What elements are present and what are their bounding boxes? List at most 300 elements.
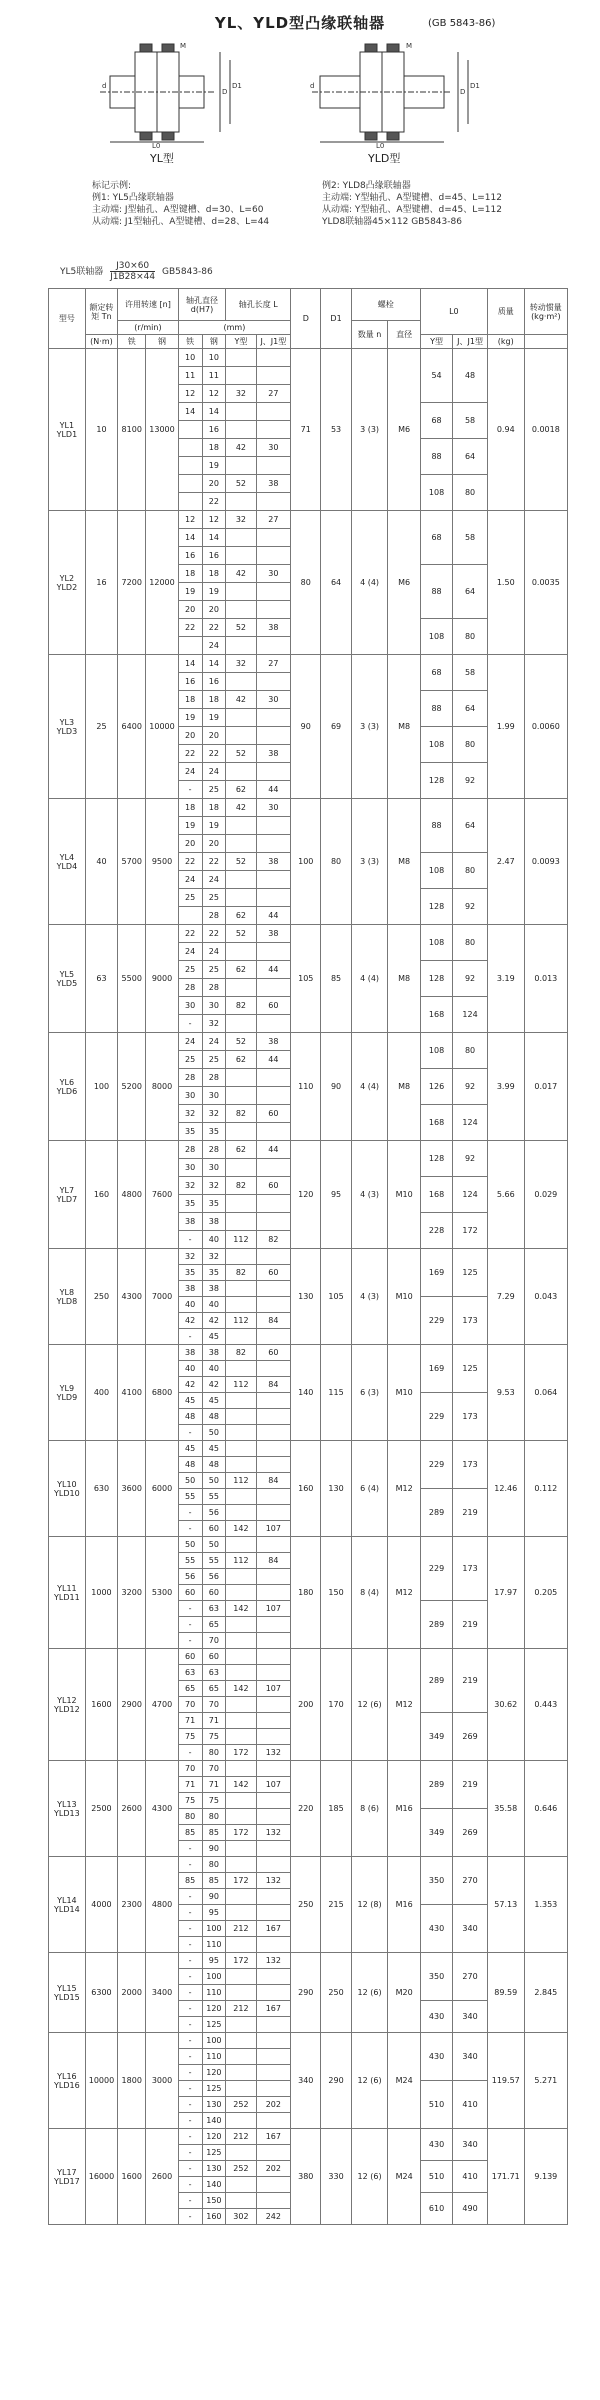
cell-L0-j: 58 [453,511,488,565]
cell-bore-steel: 22 [202,925,226,943]
cell-L0-j: 410 [453,2161,488,2193]
cell-length-y: 252 [226,2161,256,2177]
cell-bore-steel: 14 [202,529,226,547]
cell-L0-y: 128 [420,889,452,925]
cell-bore-iron: 63 [178,1665,202,1681]
svg-text:D1: D1 [470,82,480,90]
yld-coupling-drawing [300,38,500,148]
cell-length-y [226,871,256,889]
cell-length-j: 167 [256,2129,291,2145]
header-speed: 许用转速 [n] [118,289,179,321]
cell-length-j: 107 [256,1521,291,1537]
cell-L0-y: 289 [420,1649,452,1713]
cell-length-y [226,1905,256,1921]
cell-length-j [256,1123,291,1141]
cell-mass: 9.53 [487,1345,524,1441]
cell-D1: 105 [321,1249,351,1345]
cell-bore-iron: - [178,1921,202,1937]
cell-bore-steel: 90 [202,1889,226,1905]
cell-bore-iron: - [178,2017,202,2033]
cell-bore-steel: 12 [202,385,226,403]
cell-bore-steel: 25 [202,961,226,979]
cell-L0-y: 108 [420,1033,452,1069]
cell-length-j [256,1713,291,1729]
cell-bore-steel: 28 [202,1069,226,1087]
cell-length-y: 112 [226,1553,256,1569]
header-y-type: Y型 [226,335,256,349]
cell-bore-steel: 20 [202,727,226,745]
cell-steel: 10000 [146,655,178,799]
cell-L0-y: 289 [420,1489,452,1537]
cell-bore-steel: 90 [202,1841,226,1857]
cell-length-j [256,1905,291,1921]
cell-bore-steel: 28 [202,907,226,925]
svg-text:M: M [180,42,187,50]
cell-length-y: 82 [226,1265,256,1281]
cell-bore-steel: 22 [202,745,226,763]
header-bore-iron: 铁 [178,335,202,349]
cell-length-y: 62 [226,961,256,979]
cell-length-j [256,1857,291,1873]
cell-length-y [226,403,256,421]
cell-bolt-dia: M12 [388,1441,420,1537]
cell-length-y: 52 [226,619,256,637]
cell-length-y: 252 [226,2097,256,2113]
cell-bolt-dia: M10 [388,1141,420,1249]
cell-D: 200 [291,1649,321,1761]
cell-L0-j: 410 [453,2081,488,2129]
cell-L0-j: 219 [453,1601,488,1649]
cell-bolt-n: 4 (3) [351,1141,388,1249]
cell-length-y: 52 [226,925,256,943]
cell-steel: 9000 [146,925,178,1033]
header-iron: 铁 [118,335,146,349]
cell-bore-iron: 42 [178,1313,202,1329]
cell-bore-iron: - [178,1617,202,1633]
cell-iron: 1600 [118,2129,146,2225]
cell-bore-iron [178,439,202,457]
cell-length-j [256,2033,291,2049]
cell-L0-j: 64 [453,691,488,727]
cell-length-y: 62 [226,907,256,925]
cell-inertia: 0.0093 [524,799,567,925]
cell-bore-steel: 40 [202,1231,226,1249]
cell-length-j [256,1793,291,1809]
cell-bolt-n: 8 (6) [351,1761,388,1857]
cell-D1: 64 [321,511,351,655]
cell-L0-j: 80 [453,853,488,889]
cell-mass: 12.46 [487,1441,524,1537]
cell-model: YL15 YLD15 [49,1953,86,2033]
cell-length-y: 142 [226,1777,256,1793]
header-mass: 质量 [487,289,524,335]
cell-bore-iron: - [178,1329,202,1345]
cell-L0-j: 58 [453,403,488,439]
cell-bore-steel: 60 [202,1649,226,1665]
cell-iron: 8100 [118,349,146,511]
cell-inertia: 0.043 [524,1249,567,1345]
cell-bolt-dia: M24 [388,2033,420,2129]
svg-text:L0: L0 [152,142,161,148]
cell-bore-steel: 40 [202,1361,226,1377]
cell-length-y [226,1297,256,1313]
cell-length-j [256,349,291,367]
cell-bore-iron: - [178,2209,202,2225]
cell-L0-j: 490 [453,2193,488,2225]
header-bolt: 螺栓 [351,289,420,321]
cell-bore-steel: 30 [202,997,226,1015]
cell-bore-steel: 10 [202,349,226,367]
table-row [49,349,568,367]
cell-L0-y: 128 [420,763,452,799]
cell-D1: 290 [321,2033,351,2129]
header-inertia: 转动惯量 (kg·m²) [524,289,567,335]
cell-inertia: 0.017 [524,1033,567,1141]
cell-length-j [256,1697,291,1713]
cell-length-y [226,1665,256,1681]
cell-length-j [256,817,291,835]
cell-bolt-dia: M16 [388,1761,420,1857]
cell-bore-iron: - [178,1841,202,1857]
cell-D1: 250 [321,1953,351,2033]
cell-bore-iron: 85 [178,1825,202,1841]
cell-length-j [256,2065,291,2081]
cell-length-y [226,1393,256,1409]
cell-bore-steel: 22 [202,853,226,871]
cell-bore-iron: 65 [178,1681,202,1697]
cell-length-y [226,835,256,853]
cell-bore-steel: 19 [202,709,226,727]
cell-mass: 17.97 [487,1537,524,1649]
cell-bolt-dia: M12 [388,1537,420,1649]
cell-bore-iron: 38 [178,1213,202,1231]
cell-D1: 69 [321,655,351,799]
cell-bore-steel: 38 [202,1213,226,1231]
cell-bore-iron [178,637,202,655]
cell-length-j: 84 [256,1313,291,1329]
header-bolt-dia: 直径 [388,321,420,349]
cell-bore-steel: 130 [202,2097,226,2113]
cell-model: YL12 YLD12 [49,1649,86,1761]
cell-L0-j: 172 [453,1213,488,1249]
cell-bore-iron: 14 [178,403,202,421]
cell-bore-steel: 25 [202,781,226,799]
cell-length-y [226,637,256,655]
cell-L0-j: 124 [453,1105,488,1141]
cell-L0-y: 289 [420,1761,452,1809]
cell-model: YL7 YLD7 [49,1141,86,1249]
cell-length-j: 107 [256,1777,291,1793]
table-row [49,1345,568,1361]
header-steel: 钢 [146,335,178,349]
cell-length-j [256,1441,291,1457]
cell-D: 80 [291,511,321,655]
header-inertia-unit [524,335,567,349]
cell-torque: 4000 [85,1857,117,1953]
cell-inertia: 0.0035 [524,511,567,655]
header-model: 型号 [49,289,86,349]
cell-length-j: 27 [256,385,291,403]
cell-steel: 12000 [146,511,178,655]
cell-bolt-n: 4 (4) [351,925,388,1033]
cell-bore-steel: 35 [202,1195,226,1213]
cell-length-j: 60 [256,997,291,1015]
cell-L0-j: 92 [453,1141,488,1177]
cell-bore-steel: 50 [202,1537,226,1553]
table-row [49,1537,568,1553]
cell-inertia: 5.271 [524,2033,567,2129]
cell-length-y [226,601,256,619]
cell-bore-iron: 30 [178,997,202,1015]
cell-steel: 9500 [146,799,178,925]
cell-bolt-dia: M24 [388,2129,420,2225]
cell-length-y [226,1329,256,1345]
cell-length-y: 112 [226,1313,256,1329]
cell-length-j [256,1809,291,1825]
cell-bore-steel: 50 [202,1473,226,1489]
cell-length-j [256,1841,291,1857]
cell-length-y [226,1713,256,1729]
cell-L0-y: 68 [420,403,452,439]
cell-torque: 16000 [85,2129,117,2225]
cell-bore-iron: 50 [178,1473,202,1489]
cell-L0-j: 173 [453,1393,488,1441]
cell-bore-steel: 28 [202,979,226,997]
cell-length-j [256,1537,291,1553]
cell-inertia: 0.205 [524,1537,567,1649]
header-speed-unit: (r/min) [118,321,179,335]
cell-bore-steel: 60 [202,1521,226,1537]
cell-bore-steel: 75 [202,1729,226,1745]
yl-coupling-drawing [80,38,280,148]
cell-L0-j: 80 [453,475,488,511]
cell-length-j [256,1617,291,1633]
cell-L0-j: 340 [453,2033,488,2081]
cell-D: 120 [291,1141,321,1249]
cell-bore-steel: 30 [202,1087,226,1105]
cell-length-y [226,2113,256,2129]
cell-L0-y: 349 [420,1713,452,1761]
cell-bore-steel: 120 [202,2065,226,2081]
cell-bore-iron: 30 [178,1159,202,1177]
cell-length-y: 42 [226,565,256,583]
cell-bore-iron: 50 [178,1537,202,1553]
cell-length-y [226,1937,256,1953]
cell-bolt-dia: M8 [388,799,420,925]
cell-length-j: 38 [256,745,291,763]
cell-length-j [256,1213,291,1231]
svg-text:D: D [222,88,228,96]
cell-bolt-dia: M20 [388,1953,420,2033]
cell-model: YL17 YLD17 [49,2129,86,2225]
cell-bore-steel: 24 [202,1033,226,1051]
cell-bore-iron: 40 [178,1297,202,1313]
cell-length-y [226,817,256,835]
cell-length-j [256,1249,291,1265]
cell-bore-iron: - [178,2113,202,2129]
cell-mass: 0.94 [487,349,524,511]
cell-length-y: 32 [226,511,256,529]
header-bore: 轴孔直径 d(H7) [178,289,226,321]
cell-L0-y: 88 [420,799,452,853]
cell-length-j [256,2193,291,2209]
cell-length-j [256,637,291,655]
cell-length-y [226,1489,256,1505]
cell-length-j: 44 [256,907,291,925]
cell-bore-iron: 22 [178,745,202,763]
header-length: 轴孔长度 L [226,289,291,321]
cell-bore-steel: 14 [202,655,226,673]
cell-bore-steel: 55 [202,1553,226,1569]
cell-bolt-dia: M8 [388,1033,420,1141]
cell-bore-iron: 48 [178,1457,202,1473]
header-D: D [291,289,321,349]
cell-bore-iron: - [178,2049,202,2065]
cell-length-j [256,1457,291,1473]
cell-bore-iron: - [178,1521,202,1537]
cell-bore-steel: 42 [202,1313,226,1329]
cell-bore-steel: 32 [202,1249,226,1265]
cell-model: YL8 YLD8 [49,1249,86,1345]
cell-bore-steel: 55 [202,1489,226,1505]
cell-L0-y: 430 [420,2001,452,2033]
cell-model: YL3 YLD3 [49,655,86,799]
cell-length-y [226,943,256,961]
cell-length-j [256,1489,291,1505]
cell-iron: 2900 [118,1649,146,1761]
cell-D1: 90 [321,1033,351,1141]
cell-bore-iron: 40 [178,1361,202,1377]
cell-length-j [256,493,291,511]
cell-bore-iron: 12 [178,511,202,529]
cell-length-j [256,1015,291,1033]
cell-length-j [256,529,291,547]
svg-text:M: M [406,42,413,50]
cell-model: YL11 YLD11 [49,1537,86,1649]
cell-L0-j: 64 [453,565,488,619]
cell-length-j [256,1937,291,1953]
cell-bore-steel: 45 [202,1393,226,1409]
cell-bore-steel: 95 [202,1905,226,1921]
cell-torque: 25 [85,655,117,799]
cell-bore-steel: 140 [202,2113,226,2129]
cell-D: 180 [291,1537,321,1649]
cell-steel: 6000 [146,1441,178,1537]
cell-L0-y: 168 [420,997,452,1033]
cell-length-y [226,1649,256,1665]
cell-inertia: 0.064 [524,1345,567,1441]
cell-bore-iron: 20 [178,835,202,853]
header-mass-unit: (kg) [487,335,524,349]
cell-bore-iron: - [178,2161,202,2177]
cell-length-j [256,457,291,475]
cell-D1: 185 [321,1761,351,1857]
cell-bore-steel: 70 [202,1761,226,1777]
cell-steel: 4300 [146,1761,178,1857]
cell-L0-y: 430 [420,1905,452,1953]
header-D1: D1 [321,289,351,349]
cell-iron: 5700 [118,799,146,925]
cell-torque: 250 [85,1249,117,1345]
cell-bore-iron: - [178,1601,202,1617]
header-L0-j: J、J1型 [453,335,488,349]
cell-length-y: 112 [226,1377,256,1393]
cell-iron: 1800 [118,2033,146,2129]
cell-L0-j: 340 [453,1905,488,1953]
cell-length-y [226,1569,256,1585]
cell-length-y: 302 [226,2209,256,2225]
cell-length-y: 42 [226,799,256,817]
cell-bore-steel: 85 [202,1873,226,1889]
cell-length-j: 44 [256,961,291,979]
cell-length-j [256,835,291,853]
cell-length-j: 38 [256,853,291,871]
cell-length-j [256,1297,291,1313]
cell-iron: 7200 [118,511,146,655]
cell-bore-iron: 18 [178,565,202,583]
cell-length-y [226,727,256,745]
cell-length-y [226,1809,256,1825]
table-row [49,655,568,673]
cell-length-j: 60 [256,1345,291,1361]
cell-L0-y: 349 [420,1809,452,1857]
cell-bore-iron: - [178,2193,202,2209]
cell-length-y: 142 [226,1521,256,1537]
cell-bore-steel: 100 [202,2033,226,2049]
cell-bore-iron: - [178,1905,202,1921]
cell-L0-j: 80 [453,727,488,763]
cell-length-y [226,889,256,907]
cell-bore-steel: 22 [202,493,226,511]
cell-bolt-n: 4 (4) [351,511,388,655]
cell-bolt-dia: M8 [388,925,420,1033]
cell-steel: 2600 [146,2129,178,2225]
cell-bore-iron: 32 [178,1177,202,1195]
cell-bore-steel: 20 [202,601,226,619]
cell-bore-iron: - [178,1985,202,2001]
cell-length-j [256,2145,291,2161]
cell-bore-steel: 60 [202,1585,226,1601]
cell-bore-iron: 22 [178,619,202,637]
cell-L0-y: 228 [420,1213,452,1249]
cell-bore-iron: 38 [178,1345,202,1361]
cell-bore-iron: 25 [178,1051,202,1069]
cell-L0-y: 289 [420,1601,452,1649]
cell-length-y [226,2065,256,2081]
cell-bore-iron: 28 [178,1069,202,1087]
cell-bolt-n: 6 (3) [351,1345,388,1441]
cell-bore-iron: - [178,2081,202,2097]
cell-length-j [256,727,291,745]
cell-bolt-n: 12 (6) [351,2129,388,2225]
cell-bore-iron: 60 [178,1649,202,1665]
cell-L0-y: 229 [420,1441,452,1489]
cell-bore-steel: 80 [202,1809,226,1825]
cell-length-j: 132 [256,1873,291,1889]
cell-bore-iron: 32 [178,1249,202,1265]
cell-length-j [256,1329,291,1345]
cell-length-y: 62 [226,1141,256,1159]
cell-bore-iron: 38 [178,1281,202,1297]
cell-bore-iron: 71 [178,1713,202,1729]
cell-D1: 130 [321,1441,351,1537]
cell-L0-y: 169 [420,1249,452,1297]
cell-length-y [226,1537,256,1553]
cell-steel: 5300 [146,1537,178,1649]
cell-length-j [256,1665,291,1681]
cell-length-j: 27 [256,655,291,673]
cell-iron: 4800 [118,1141,146,1249]
